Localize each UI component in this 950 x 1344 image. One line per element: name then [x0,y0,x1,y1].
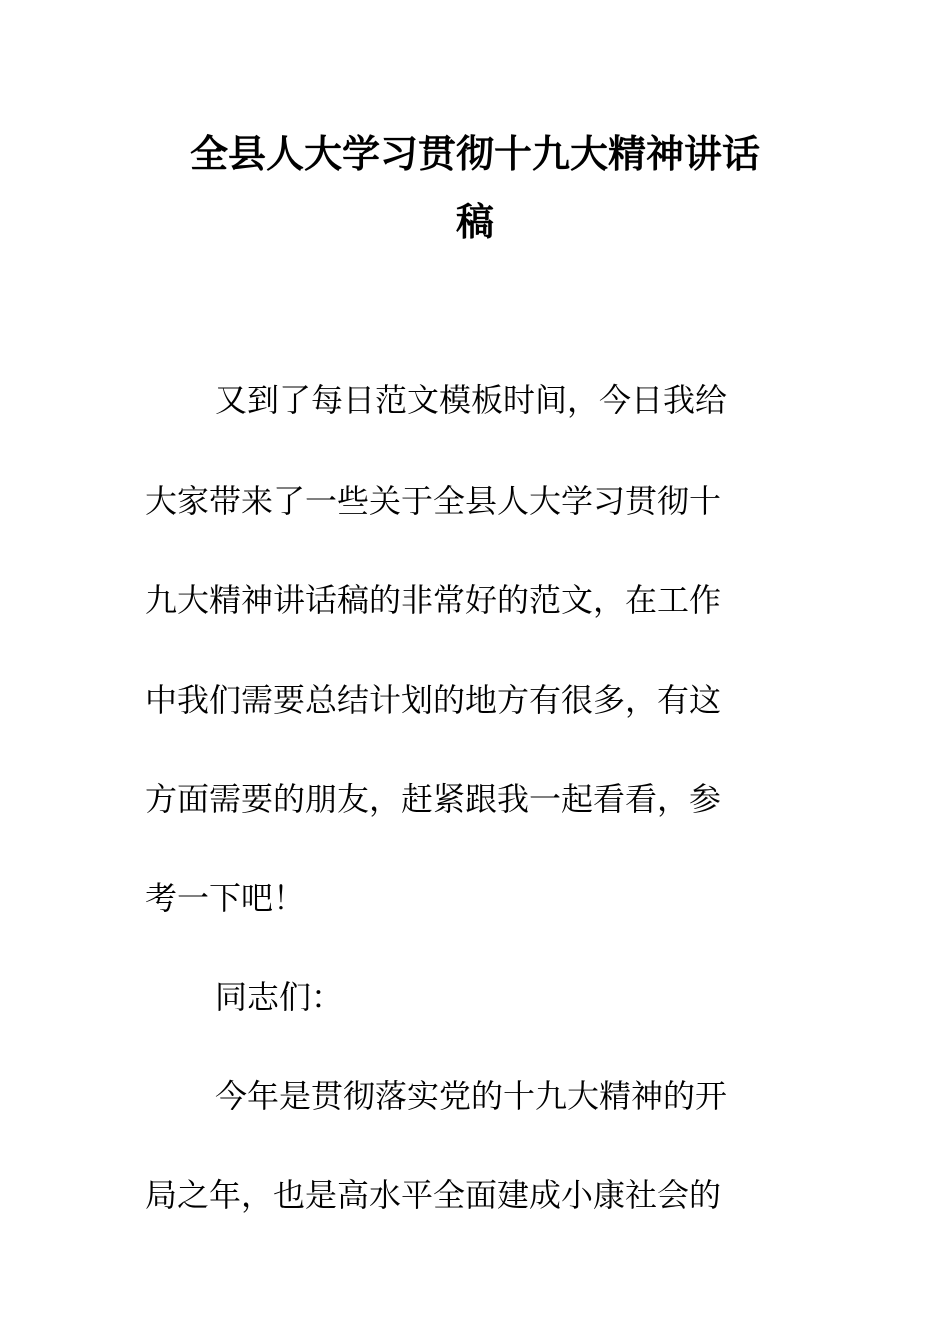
body-line-5: 方面需要的朋友，赶紧跟我一起看看，参 [145,780,722,818]
body-line-4: 中我们需要总结计划的地方有很多，有这 [145,681,722,719]
body-line-3: 九大精神讲话稿的非常好的范文，在工作 [145,581,722,619]
salutation: 同志们： [215,978,344,1016]
title-line-2: 稿 [455,199,494,244]
body-line-8: 今年是贯彻落实党的十九大精神的开 [215,1077,728,1115]
title-line-1: 全县人大学习贯彻十九大精神讲话 [189,131,760,176]
body-line-6: 考一下吧！ [145,879,306,917]
document-title [145,120,805,256]
body-line-1: 又到了每日范文模板时间，今日我给 [215,381,728,419]
body-line-9: 局之年，也是高水平全面建成小康社会的 [145,1176,722,1214]
body-line-2: 大家带来了一些关于全县人大学习贯彻十 [145,482,722,520]
